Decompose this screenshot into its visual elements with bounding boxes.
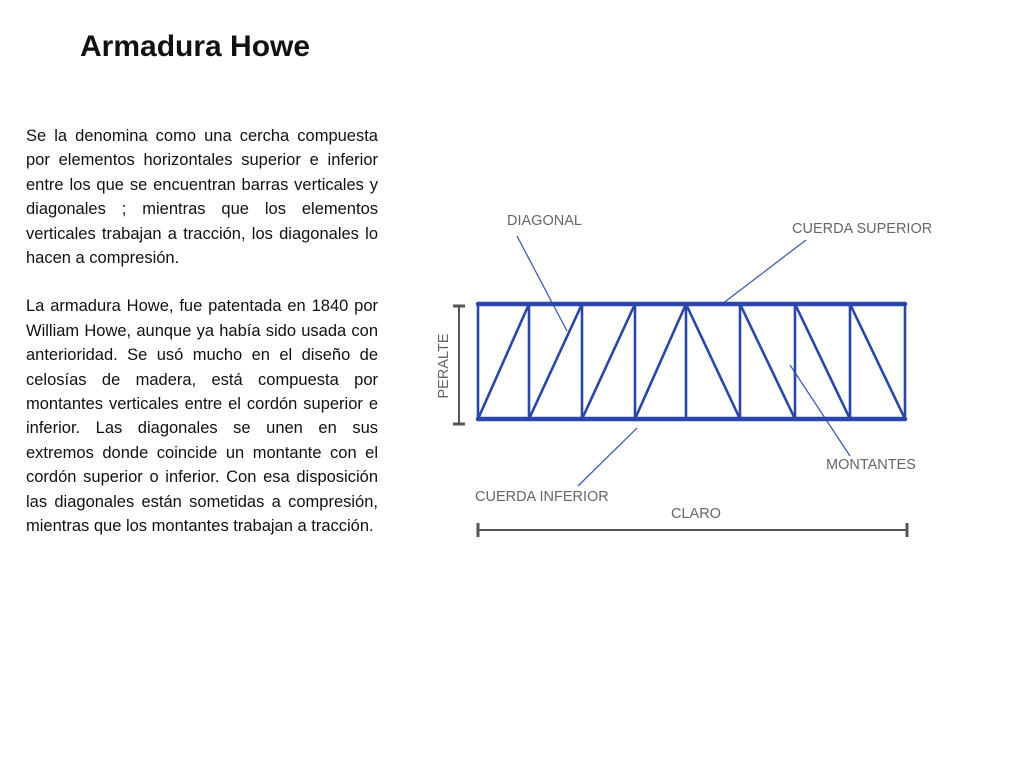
paragraph-definition: Se la denomina como una cercha compuesta por elementos horizontales superior e inferior entre los que se encuentran barras verticales y diagonales ; mientras que los elementos verticales trabajan a tracción, los diagonales lo hacen a compresión. [26,127,378,268]
diagonal-member [635,304,686,419]
diagonal-member [582,304,635,419]
leader-verticals [790,365,850,456]
diagonal-member [529,304,582,419]
diagonal-member [478,304,529,419]
label-verticals: MONTANTES [826,457,916,473]
slide-title: Armadura Howe [80,30,311,63]
label-depth: PERALTE [436,333,452,399]
label-diagonal: DIAGONAL [507,213,582,229]
leader-top-chord [722,240,806,304]
leader-bottom-chord [578,428,637,486]
label-span: CLARO [671,506,721,522]
diagonal-member [795,304,850,419]
diagonal-member [686,304,740,419]
diagonal-member [740,304,795,419]
paragraph-history: La armadura Howe, fue patentada en 1840 por William Howe, aunque ya había sido usada con anterioridad. Se usó mucho en el diseño de celosías de madera, está compuesta por montantes verticales entre el cordón superior e inferior. Las diagonales se unen en sus extremos donde coincide un montante con el cordón superior o inferior. Con esa disposición las diagonales están sometidas a compresión, mientras que los montantes trabajan a tracción. [26,297,378,536]
label-bottom-chord: CUERDA INFERIOR [475,489,609,505]
diagonal-member [850,304,905,419]
label-top-chord: CUERDA SUPERIOR [792,221,933,237]
